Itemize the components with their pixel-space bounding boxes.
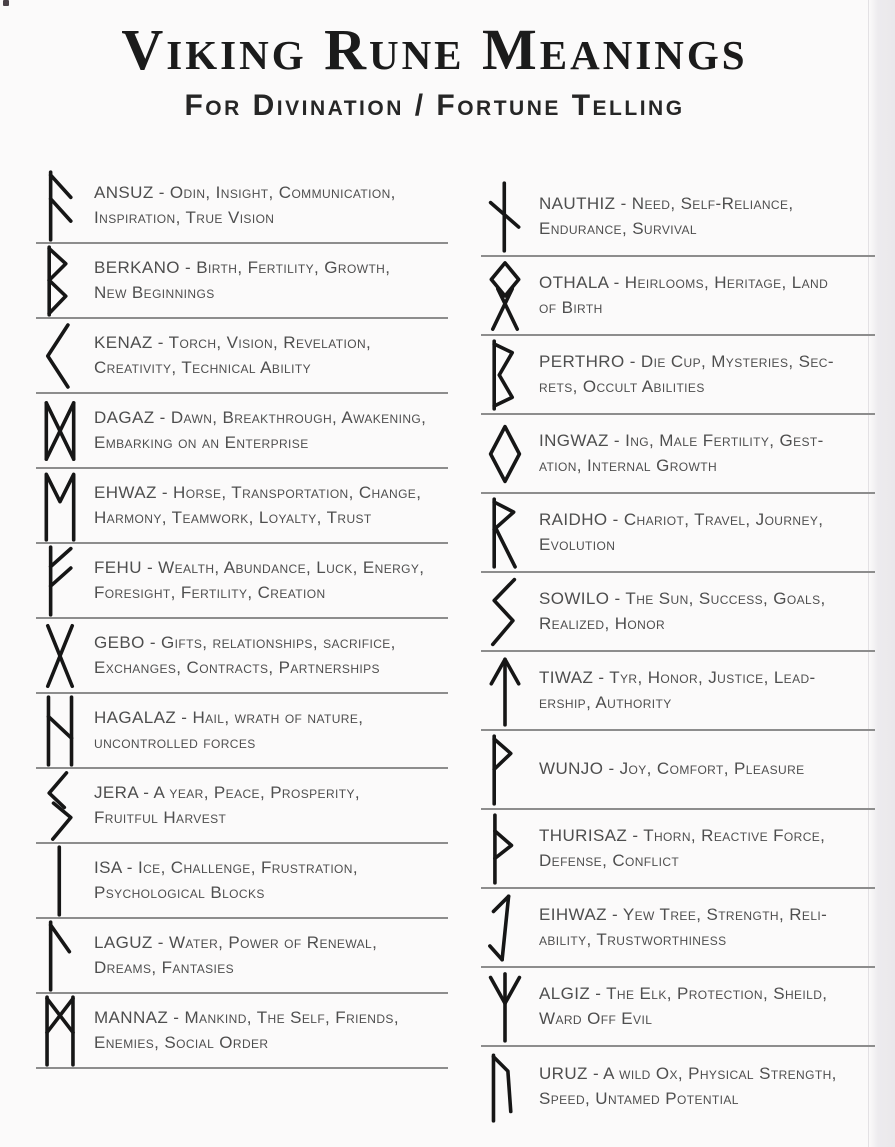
rune-meaning-nauthiz: [539, 192, 794, 241]
rune-meaning-othala: [539, 271, 828, 320]
rune-meaning-line: ership, Authority: [539, 692, 672, 712]
rune-meaning-line: FEHU - Wealth, Abundance, Luck, Energy,: [94, 557, 425, 577]
rune-meaning-line: Creativity, Technical Ability: [94, 357, 312, 377]
rune-meaning-line: of Birth: [539, 297, 603, 317]
rune-meaning-line: Ward Off Evil: [539, 1008, 653, 1028]
mannaz-rune-icon: [36, 995, 84, 1067]
rune-column-left: [36, 169, 448, 1069]
rune-meaning-laguz: [94, 931, 377, 980]
rune-meaning-gebo: [94, 631, 396, 680]
rune-meaning-perthro: [539, 350, 834, 399]
rune-meaning-line: Exchanges, Contracts, Partnerships: [94, 657, 380, 677]
eihwaz-rune-icon: [481, 892, 529, 964]
rune-meaning-line: Dreams, Fantasies: [94, 957, 235, 977]
rune-entry-algiz: [481, 968, 875, 1047]
rune-meaning-dagaz: [94, 406, 426, 455]
rune-meaning-ehwaz: [94, 481, 421, 530]
rune-entry-othala: [481, 257, 875, 336]
uruz-rune-icon: [481, 1051, 529, 1123]
rune-meaning-hagalaz: [94, 706, 363, 755]
rune-entry-ingwaz: [481, 415, 875, 494]
rune-meaning-line: EIHWAZ - Yew Tree, Strength, Reli-: [539, 904, 828, 924]
jera-rune-icon: [36, 770, 84, 842]
raidho-rune-icon: [481, 497, 529, 569]
rune-meaning-line: OTHALA - Heirlooms, Heritage, Land: [539, 272, 829, 292]
fehu-rune-icon: [36, 545, 84, 617]
rune-meaning-line: Evolution: [539, 534, 616, 554]
rune-meaning-line: DAGAZ - Dawn, Breakthrough, Awakening,: [94, 407, 427, 427]
rune-meaning-line: SOWILO - The Sun, Success, Goals,: [539, 588, 826, 608]
ehwaz-rune-icon: [36, 470, 84, 542]
rune-meaning-line: ALGIZ - The Elk, Protection, Sheild,: [539, 983, 828, 1003]
rune-entry-dagaz: [36, 394, 448, 469]
rune-meaning-fehu: [94, 556, 424, 605]
rune-entry-tiwaz: [481, 652, 875, 731]
ingwaz-rune-icon: [481, 418, 529, 490]
rune-meaning-kenaz: [94, 331, 371, 380]
rune-meaning-line: Fruitful Harvest: [94, 807, 227, 827]
rune-entry-nauthiz: [481, 178, 875, 257]
rune-entry-ehwaz: [36, 469, 448, 544]
sowilo-rune-icon: [481, 576, 529, 648]
rune-meaning-isa: [94, 856, 358, 905]
tiwaz-rune-icon: [481, 655, 529, 727]
rune-meaning-line: INGWAZ - Ing, Male Fertility, Gest-: [539, 430, 824, 450]
berkano-rune-icon: [36, 245, 84, 317]
rune-meaning-line: Harmony, Teamwork, Loyalty, Trust: [94, 507, 372, 527]
gebo-rune-icon: [36, 620, 84, 692]
rune-meaning-line: TIWAZ - Tyr, Honor, Justice, Lead-: [539, 667, 816, 687]
rune-entry-gebo: [36, 619, 448, 694]
rune-meaning-uruz: [539, 1062, 837, 1111]
rune-meaning-line: New Beginnings: [94, 282, 215, 302]
rune-meaning-raidho: [539, 508, 823, 557]
othala-rune-icon: [481, 260, 529, 332]
rune-meaning-line: Psychological Blocks: [94, 882, 265, 902]
rune-meaning-algiz: [539, 982, 827, 1031]
rune-meaning-jera: [94, 781, 360, 830]
rune-entry-uruz: [481, 1047, 875, 1126]
rune-meaning-line: GEBO - Gifts, relationships, sacrifice,: [94, 632, 396, 652]
isa-rune-icon: [36, 845, 84, 917]
rune-meaning-line: WUNJO - Joy, Comfort, Pleasure: [539, 759, 805, 779]
rune-meaning-line: Inspiration, True Vision: [94, 207, 275, 227]
rune-meaning-ansuz: [94, 181, 396, 230]
wunjo-rune-icon: [481, 734, 529, 806]
rune-entry-berkano: [36, 244, 448, 319]
rune-meaning-line: BERKANO - Birth, Fertility, Growth,: [94, 257, 391, 277]
rune-entry-eihwaz: [481, 889, 875, 968]
rune-meaning-line: URUZ - A wild Ox, Physical Strength,: [539, 1063, 837, 1083]
rune-column-right: [481, 178, 875, 1126]
rune-entry-raidho: [481, 494, 875, 573]
kenaz-rune-icon: [36, 320, 84, 392]
algiz-rune-icon: [481, 971, 529, 1043]
rune-meaning-line: LAGUZ - Water, Power of Renewal,: [94, 932, 378, 952]
rune-entry-sowilo: [481, 573, 875, 652]
rune-meaning-line: HAGALAZ - Hail, wrath of nature,: [94, 707, 364, 727]
rune-entry-thurisaz: [481, 810, 875, 889]
rune-meaning-line: PERTHRO - Die Cup, Mysteries, Sec-: [539, 351, 834, 371]
rune-meaning-berkano: [94, 256, 390, 305]
rune-entry-jera: [36, 769, 448, 844]
rune-entry-mannaz: [36, 994, 448, 1069]
rune-meaning-line: KENAZ - Torch, Vision, Revelation,: [94, 332, 372, 352]
scan-artifact: [3, 0, 9, 6]
rune-meaning-line: ISA - Ice, Challenge, Frustration,: [94, 857, 358, 877]
rune-entry-ansuz: [36, 169, 448, 244]
perthro-rune-icon: [481, 339, 529, 411]
rune-meaning-line: Speed, Untamed Potential: [539, 1088, 739, 1108]
rune-entry-fehu: [36, 544, 448, 619]
rune-meaning-line: Defense, Conflict: [539, 850, 680, 870]
rune-meaning-line: NAUTHIZ - Need, Self-Reliance,: [539, 193, 794, 213]
rune-entry-hagalaz: [36, 694, 448, 769]
rune-meaning-eihwaz: [539, 903, 827, 952]
rune-meaning-line: rets, Occult Abilities: [539, 376, 705, 396]
rune-entry-isa: [36, 844, 448, 919]
rune-meaning-line: MANNAZ - Mankind, The Self, Friends,: [94, 1007, 399, 1027]
rune-meaning-line: Endurance, Survival: [539, 218, 697, 238]
rune-meaning-thurisaz: [539, 824, 825, 873]
rune-meaning-line: Embarking on an Enterprise: [94, 432, 309, 452]
laguz-rune-icon: [36, 920, 84, 992]
rune-meaning-line: JERA - A year, Peace, Prosperity,: [94, 782, 361, 802]
rune-meaning-line: THURISAZ - Thorn, Reactive Force,: [539, 825, 826, 845]
rune-meaning-line: ability, Trustworthiness: [539, 929, 727, 949]
rune-meaning-line: Enemies, Social Order: [94, 1032, 269, 1052]
dagaz-rune-icon: [36, 395, 84, 467]
rune-meaning-tiwaz: [539, 666, 816, 715]
rune-meaning-line: Realized, Honor: [539, 613, 666, 633]
page-title: Viking Rune Meanings: [121, 17, 748, 82]
rune-meaning-line: ANSUZ - Odin, Insight, Communication,: [94, 182, 396, 202]
rune-meaning-line: RAIDHO - Chariot, Travel, Journey,: [539, 509, 824, 529]
rune-meaning-line: Foresight, Fertility, Creation: [94, 582, 326, 602]
rune-meaning-line: EHWAZ - Horse, Transportation, Change,: [94, 482, 422, 502]
rune-entry-laguz: [36, 919, 448, 994]
hagalaz-rune-icon: [36, 695, 84, 767]
rune-meaning-line: uncontrolled forces: [94, 732, 256, 752]
thurisaz-rune-icon: [481, 813, 529, 885]
nauthiz-rune-icon: [481, 181, 529, 253]
rune-entry-kenaz: [36, 319, 448, 394]
rune-meaning-sowilo: [539, 587, 826, 636]
poster-header: [0, 17, 869, 123]
rune-meaning-line: ation, Internal Growth: [539, 455, 718, 475]
rune-entry-perthro: [481, 336, 875, 415]
rune-meaning-ingwaz: [539, 429, 824, 478]
rune-meaning-wunjo: [539, 757, 805, 782]
ansuz-rune-icon: [36, 170, 84, 242]
rune-meaning-mannaz: [94, 1006, 399, 1055]
page-subtitle: For Divination / Fortune Telling: [184, 88, 685, 122]
rune-entry-wunjo: [481, 731, 875, 810]
